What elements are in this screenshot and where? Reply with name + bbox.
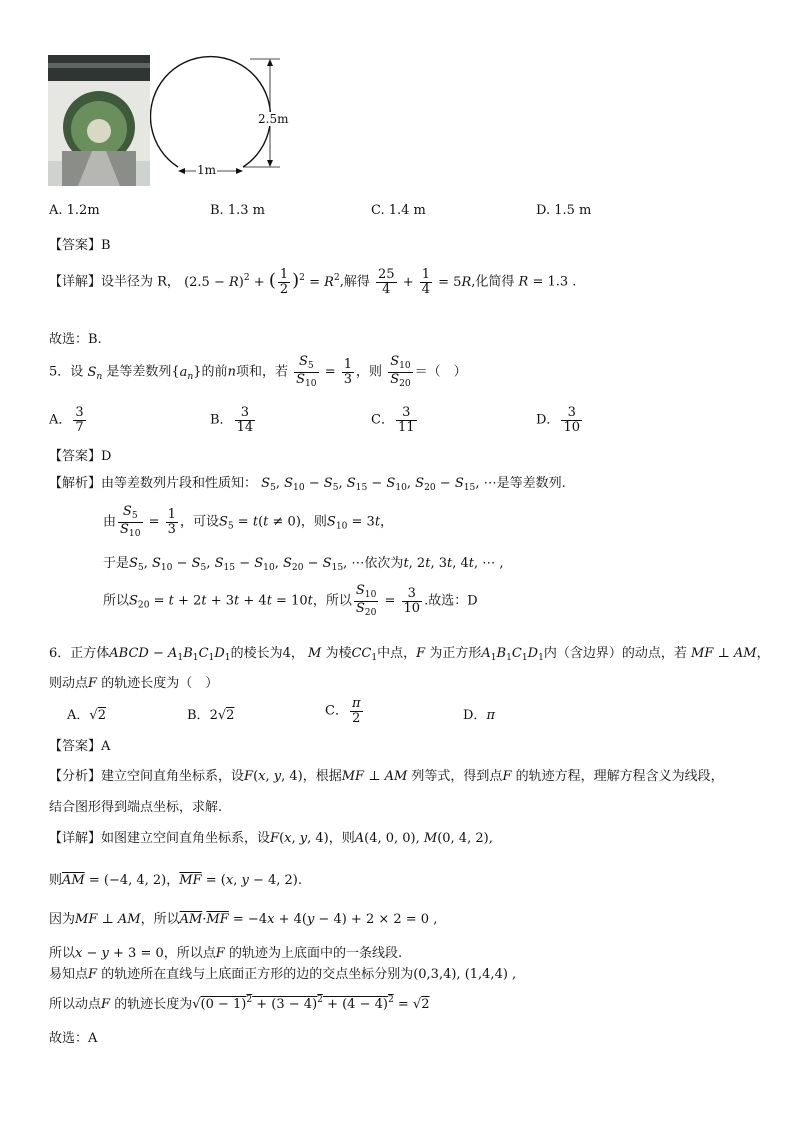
q5-option-b-letter: B． (210, 412, 233, 428)
q6-stem-line2: 则动点F 的轨迹长度为（ ） (49, 676, 219, 691)
q5-option-d-num: 3 (561, 406, 582, 421)
q4-equation: $(2.5 - R)^2$ + ( $\frac{1}{2}$ )$^2 = R^2$ (184, 267, 340, 297)
q6-line-so1-c: 的轨迹为上底面中的一条线段. (228, 946, 403, 961)
q5-analysis-line4: 所以$S_{20} = t + 2t + 3t + 4t = 10t$，所以 $\frac{S_{10}}{S_{20}}$ = $\frac{3}{10}$ .故选：D (103, 583, 478, 618)
q6-option-c-letter: C． (325, 703, 348, 719)
q6-vectors-line: 则$\overline{AM} = (-4$, 4, 2)，$\overline{MF} = (x$, y − 4, 2). (49, 873, 302, 888)
q6-detail-b: ，则 (328, 831, 355, 846)
q5-analysis-line1: 【解析】由等差数列片段和性质知： $S_5$, $S_{10} - S_5$, $S_{15} - S_{10}$, $S_{20} - S_{15}$, ⋯是等差数列. (49, 476, 566, 493)
q4-detail-text3: ,化简得 (471, 274, 515, 290)
q6-easy-line: 易知点F 的轨迹所在直线与上底面正方形的边的交点坐标分别为(0,3,4), (1,4,4) , (49, 967, 517, 982)
q6-stem-line2a: 则动点 (49, 676, 89, 691)
q6-analysis-b: ，根据 (302, 769, 342, 784)
q6-line-so1-b: ，所以点 (163, 946, 216, 961)
q5-analysis-text: 由等差数列片段和性质知： (101, 476, 258, 491)
q4-option-a: A. 1.2m (49, 203, 100, 218)
q6-option-b: B．2√2 (187, 708, 235, 723)
q6-analysis-d: 的轨迹方程，理解方程含义为线段， (515, 769, 724, 784)
q5-option-a (49, 406, 88, 434)
q4-answer: 【答案】B (49, 238, 111, 253)
q6-conclusion: 故选：A (49, 1031, 98, 1046)
q4-detail-text2: ,解得 (339, 274, 370, 290)
q6-because-line: 因为MF ⊥ AM，所以$\overline{AM}\cdot\overline{MF} = -4x + 4(y - 4) + 2 \times 2 = 0$ , (49, 912, 438, 927)
q6-stem-b: 的棱长为4， (230, 646, 304, 661)
q6-analysis-c: 列等式，得到点 (411, 769, 503, 784)
q5-option-d (536, 406, 584, 434)
q5-option-a-den: 7 (75, 419, 84, 435)
q4-conclusion: 故选：B. (49, 332, 102, 347)
q5-analysis-line2: 由 $\frac{S_5}{S_{10}}$ = $\frac{1}{3}$ ，可设$S_5 = t(t \ne 0)$，则$S_{10} = 3t$， (103, 504, 394, 539)
arrow-right-icon (236, 168, 243, 174)
q5-line2-b: ，可设 (179, 514, 219, 530)
q6-analysis-a: 建立空间直角坐标系，设 (101, 769, 245, 784)
q5-option-c (371, 406, 419, 434)
q5-stem-d: 项和，若 (235, 364, 288, 380)
q6-option-a-letter: A． (67, 708, 90, 723)
q5-line4-b: ，所以 (312, 593, 352, 609)
q5-line4-a: 所以 (103, 593, 130, 609)
q4-option-c: C. 1.4 m (371, 203, 426, 218)
q6-stem-g: ， (756, 646, 770, 661)
q6-line-len-a: 所以动点 (49, 997, 102, 1012)
q6-detail-tag: 【详解】 (49, 831, 102, 846)
q6-line-because: 因为 (49, 912, 76, 927)
q4-option-b: B. 1.3 m (210, 203, 265, 218)
q5-option-c-den: 11 (397, 419, 415, 435)
q5-analysis-line3: 于是$S_5$, $S_{10} - S_5$, $S_{15} - S_{10}$, $S_{20} - S_{15}$, ⋯依次为t, 2t, 3t, 4t, ⋯ , (103, 556, 504, 573)
q6-stem-f: 内（含边界）的动点，若 (543, 646, 687, 661)
q5-stem-e: ，则 (356, 364, 383, 380)
q5-answer: 【答案】D (49, 449, 112, 464)
q5-line3-b: 依次为 (364, 556, 404, 571)
q6-analysis-line1: 【分析】建立空间直角坐标系，设F(x, y, 4)，根据MF ⊥ AM 列等式，得到点F 的轨迹方程，理解方程含义为线段， (49, 769, 724, 784)
height-label: 2.5m (258, 112, 289, 126)
q6-detail-line1: 【详解】如图建立空间直角坐标系，设F(x, y, 4)，则A(4, 0, 0), M(0, 4, 2), (49, 831, 493, 846)
q6-line-easy-a: 易知点 (49, 967, 89, 982)
q5-line4-c: .故选：D (424, 593, 478, 609)
arrow-up-icon (267, 59, 273, 66)
q6-option-a: A．√2 (67, 708, 106, 723)
q4-result: R = 1.3 . (518, 274, 577, 290)
q6-line-then: 则 (49, 873, 63, 888)
q4-option-d: D. 1.5 m (536, 203, 592, 218)
q5-analysis-tail: 是等差数列. (496, 476, 566, 491)
q6-stem-d: 中点， (377, 646, 417, 661)
arrow-down-icon (267, 160, 273, 167)
q6-stem-a: 正方体 (70, 646, 110, 661)
q6-option-d: D．π (463, 708, 495, 723)
q6-stem-c: 为棱 (325, 646, 352, 661)
q4-detail-text1: 设半径为 R， (101, 274, 180, 290)
q5-stem-b: 是等差数列 (106, 364, 172, 380)
q4-detail (49, 268, 576, 296)
q5-option-b-num: 3 (235, 406, 256, 421)
q6-analysis-line2: 结合图形得到端点坐标，求解. (49, 800, 223, 815)
q6-stem-line2b: 的轨迹长度为（ ） (101, 676, 219, 691)
gate-arc (151, 57, 271, 167)
q4-detail-tag: 【详解】 (49, 274, 102, 290)
q5-stem-a: 设 (70, 364, 84, 380)
q5-option-b-den: 14 (236, 419, 254, 435)
q6-detail-a: 如图建立空间直角坐标系，设 (101, 831, 271, 846)
q5-option-a-num: 3 (75, 405, 84, 420)
q6-line-easy-b: 的轨迹所在直线与上底面正方形的边的交点坐标分别为 (101, 967, 414, 982)
q6-line-so1-a: 所以 (49, 946, 76, 961)
q5-option-b (210, 406, 257, 434)
q6-line-len-b: 的轨迹长度为 (114, 997, 193, 1012)
q5-option-a-letter: A． (49, 412, 72, 428)
q6-option-c: C． $\frac{\pi}{2}$ (325, 696, 361, 726)
q5-number: 5． (49, 364, 71, 380)
q6-length-line: 所以动点F 的轨迹长度为$√(0 - 1)^2 + (3 - 4)^2 + (4 - 4)^2 = √2$ (49, 995, 430, 1012)
q6-so-line: 所以x − y + 3 = 0，所以点F 的轨迹为上底面中的一条线段. (49, 946, 403, 961)
q6-line-because-b: ，所以 (140, 912, 180, 927)
q5-line2-c: ，则 (300, 514, 327, 530)
moon-gate-photo-graphic (48, 55, 150, 186)
q5-stem-c: 的前 (201, 364, 228, 380)
q5-option-c-num: 3 (396, 406, 417, 421)
moon-gate-photo (48, 55, 150, 186)
q6-stem-line1: 6．正方体ABCD − $A_1B_1C_1D_1$的棱长为4， M 为棱$CC_1$中点，F 为正方形$A_1B_1C_1D_1$内（含边界）的动点，若 MF ⊥ AM， (49, 646, 770, 663)
q6-stem-e: 为正方形 (429, 646, 482, 661)
q5-line3-a: 于是 (103, 556, 130, 571)
arrow-left-icon (178, 168, 185, 174)
q6-number: 6． (49, 646, 71, 661)
q5-analysis-tag: 【解析】 (49, 476, 102, 491)
q5-stem: 5．设 $S_n$ 是等差数列$\{a_n\}$的前n项和，若 $\frac{S_5}{S_{10}}$ = $\frac{1}{3}$ ，则 $\frac{S_{10}}{S_{20}}$ ＝（ ） (49, 354, 467, 389)
width-label: 1m (197, 163, 217, 177)
q5-stem-f: ＝（ ） (414, 364, 467, 380)
q6-option-d-letter: D． (463, 708, 487, 723)
q6-answer: 【答案】A (49, 739, 111, 754)
q6-option-b-letter: B． (187, 708, 210, 723)
q5-option-d-letter: D． (536, 412, 560, 428)
q5-option-d-den: 10 (563, 419, 580, 435)
q6-analysis-tag: 【分析】 (49, 769, 102, 784)
q4-equation-2: $\frac{25}{4}$ + $\frac{1}{4}$ = 5R (378, 267, 472, 297)
q5-line2-a: 由 (103, 514, 117, 530)
q5-option-c-letter: C． (371, 412, 394, 428)
